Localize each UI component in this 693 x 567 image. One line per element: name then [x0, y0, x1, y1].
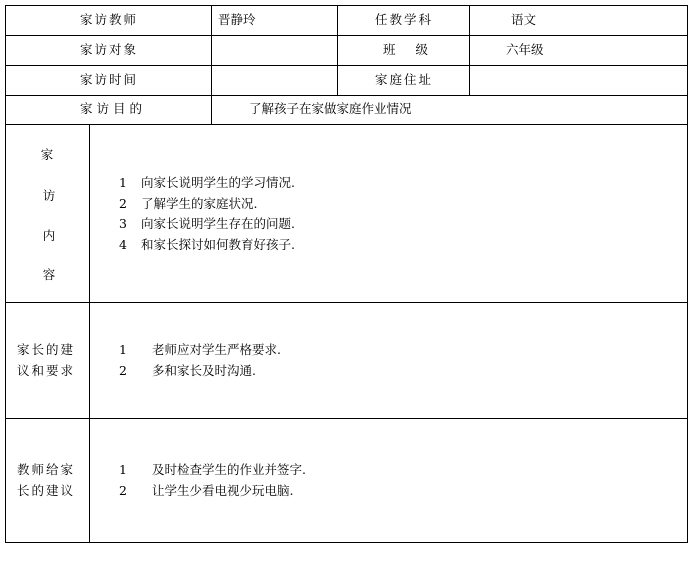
item-number: 1	[119, 462, 127, 477]
item-number: 1	[119, 342, 127, 357]
list-item	[119, 175, 295, 191]
class-label: 班 级	[383, 42, 436, 57]
item-text: 向家长说明学生的学习情况.	[141, 175, 295, 190]
col-divider	[337, 5, 338, 95]
item-number: 2	[119, 363, 127, 378]
visit-teacher-label: 家访教师	[80, 12, 139, 27]
list-item	[119, 483, 293, 499]
list-item	[119, 237, 295, 253]
row-divider	[5, 35, 688, 36]
content-label-char: 访	[42, 188, 56, 203]
col-divider	[211, 5, 212, 125]
teacher-suggestion-label: 教师给家	[17, 462, 76, 477]
item-text: 老师应对学生严格要求.	[152, 342, 281, 357]
item-number: 3	[119, 216, 127, 231]
item-number: 1	[119, 175, 127, 190]
item-number: 2	[119, 483, 127, 498]
row-divider	[5, 65, 688, 66]
table-border-bottom	[5, 542, 688, 543]
row-divider	[5, 95, 688, 96]
content-label-char: 容	[42, 267, 56, 282]
item-text: 让学生少看电视少玩电脑.	[152, 483, 294, 498]
list-item	[119, 363, 256, 379]
content-label-char: 内	[42, 228, 56, 243]
item-text: 向家长说明学生存在的问题.	[141, 216, 295, 231]
visit-time-label: 家访时间	[80, 72, 139, 87]
item-text: 及时检查学生的作业并签字.	[152, 462, 306, 477]
row-divider	[5, 418, 688, 419]
visit-teacher-value: 晋静玲	[218, 12, 256, 27]
item-number: 4	[119, 237, 127, 252]
parent-suggestion-label: 家长的建	[17, 342, 76, 357]
subject-label: 任教学科	[375, 12, 434, 27]
item-text: 和家长探讨如何教育好孩子.	[141, 237, 295, 252]
visit-purpose-value: 了解孩子在家做家庭作业情况	[249, 101, 412, 116]
content-label-char: 家	[40, 147, 54, 162]
table-border-right	[687, 5, 688, 543]
col-divider	[469, 5, 470, 95]
list-item	[119, 342, 281, 358]
class-value: 六年级	[506, 42, 544, 57]
visit-target-label: 家访对象	[80, 42, 139, 57]
item-text: 多和家长及时沟通.	[152, 363, 256, 378]
row-divider	[5, 302, 688, 303]
list-item	[119, 196, 257, 212]
table-border-left	[5, 5, 6, 543]
parent-suggestion-label: 议和要求	[17, 363, 76, 378]
item-text: 了解学生的家庭状况.	[141, 196, 258, 211]
col-divider	[89, 124, 90, 543]
home-address-label: 家庭住址	[375, 72, 434, 87]
list-item	[119, 462, 306, 478]
visit-purpose-label: 家访目的	[80, 101, 147, 116]
item-number: 2	[119, 196, 127, 211]
list-item	[119, 216, 295, 232]
table-border-top	[5, 5, 688, 6]
teacher-suggestion-label: 长的建议	[17, 483, 76, 498]
subject-value: 语文	[511, 12, 537, 27]
row-divider	[5, 124, 688, 125]
